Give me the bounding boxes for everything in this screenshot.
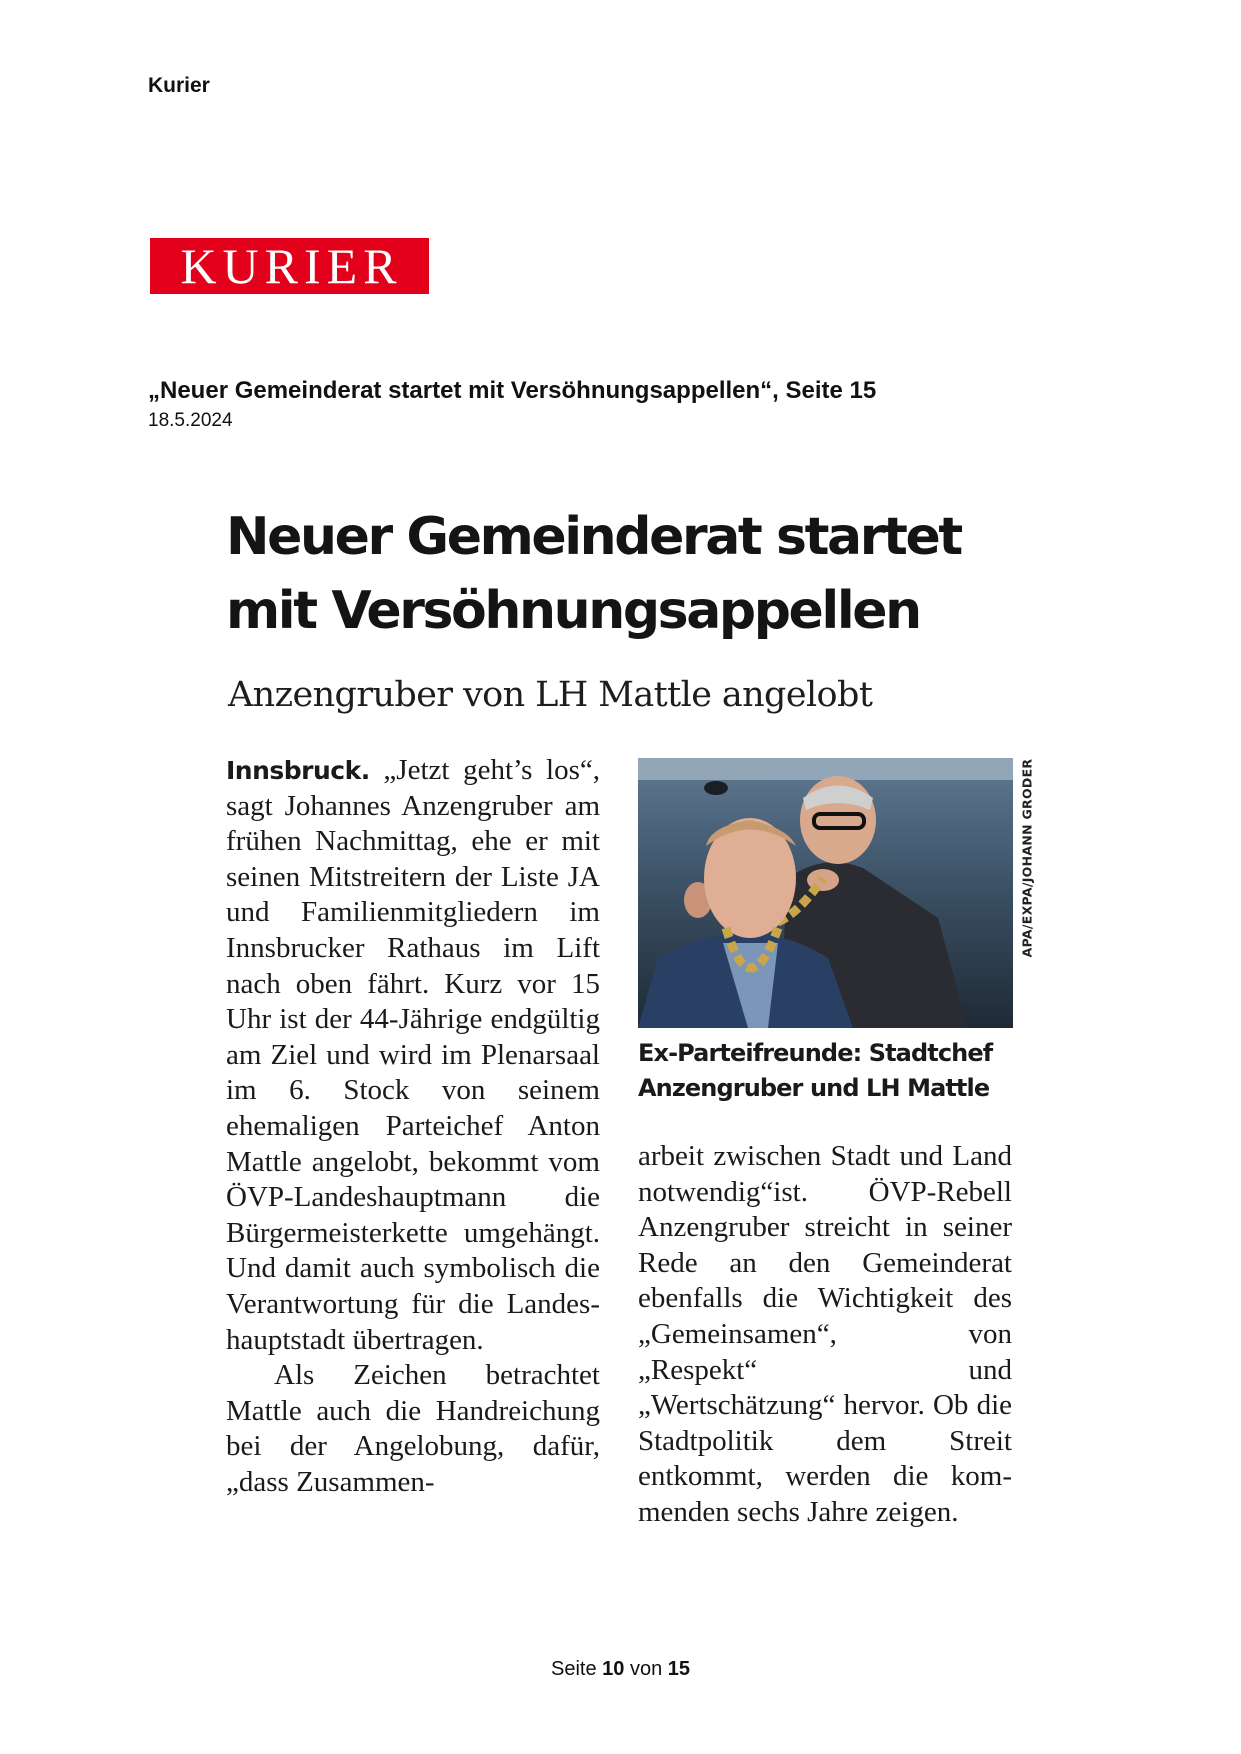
footer-prefix: Seite xyxy=(550,1658,597,1680)
photo-caption xyxy=(638,1036,1028,1106)
article-headline xyxy=(226,500,961,648)
paragraph-2-end: arbeit zwischen Stadt und Land notwendig“ist. ÖVP-Rebell Anzengruber streicht in seiner Rede an den Gemeinderat ebenfalls die Wichtigkeit des „Gemeinsamen“, von „Respekt“ und „Wertschätzung“ hervor. Ob die Stadtpolitik dem Streit entkommt, werden die kommenden sechs Jahre zeigen. xyxy=(638,1140,1012,1528)
footer-separator: von xyxy=(629,1658,663,1680)
photo-illustration xyxy=(638,758,1013,1028)
kurier-logo: KURIER xyxy=(150,238,429,294)
headline-line-1: Neuer Gemeinderat startet xyxy=(226,507,961,567)
caption-line-1: Ex-Parteifreunde: Stadtchef xyxy=(638,1039,993,1067)
paragraph-1-text: „Jetzt geht’s los“, sagt Johannes Anzengruber am frühen Nachmittag, ehe er mit seinen Mitstreitern der Liste JA und Familienmitgliedern im Innsbrucker Rathaus im Lift nach oben fährt. Kurz vor 15 Uhr ist der 44-Jährige endgültig am Ziel und wird im Plenarsaal im 6. Stock von seinem ehemaligen Parteichef Anton Mattle angelobt, bekommt vom ÖVP-Landeshauptmann die Bürgermeisterkette umgehängt. Und damit auch symbolisch die Verantwortung für die Landeshauptstadt übertragen. xyxy=(226,754,600,1356)
article-column-right xyxy=(638,1139,1012,1531)
article-subheadline: Anzengruber von LH Mattle angelobt xyxy=(228,675,873,715)
page-footer xyxy=(0,1658,1241,1681)
paragraph-2-start: Als Zeichen betrachtet Mattle auch die Handreichung bei der Angelobung, dafür, „dass Zusammen- xyxy=(226,1359,600,1498)
footer-current-page: 10 xyxy=(602,1658,625,1680)
source-label: Kurier xyxy=(148,74,210,97)
article-column-left xyxy=(226,753,600,1500)
paragraph-1 xyxy=(226,753,600,1358)
reference-date: 18.5.2024 xyxy=(148,410,233,431)
photo-credit: APA/EXPA/JOHANN GRODER xyxy=(1019,758,1035,958)
headline-line-2: mit Versöhnungsappellen xyxy=(226,581,920,641)
footer-total-pages: 15 xyxy=(667,1658,691,1680)
article-photo xyxy=(638,758,1013,1028)
dateline: Innsbruck. xyxy=(226,756,370,785)
reference-title: „Neuer Gemeinderat startet mit Versöhnungsappellen“, Seite 15 xyxy=(148,377,877,404)
caption-line-2: Anzengruber und LH Mattle xyxy=(638,1074,990,1102)
